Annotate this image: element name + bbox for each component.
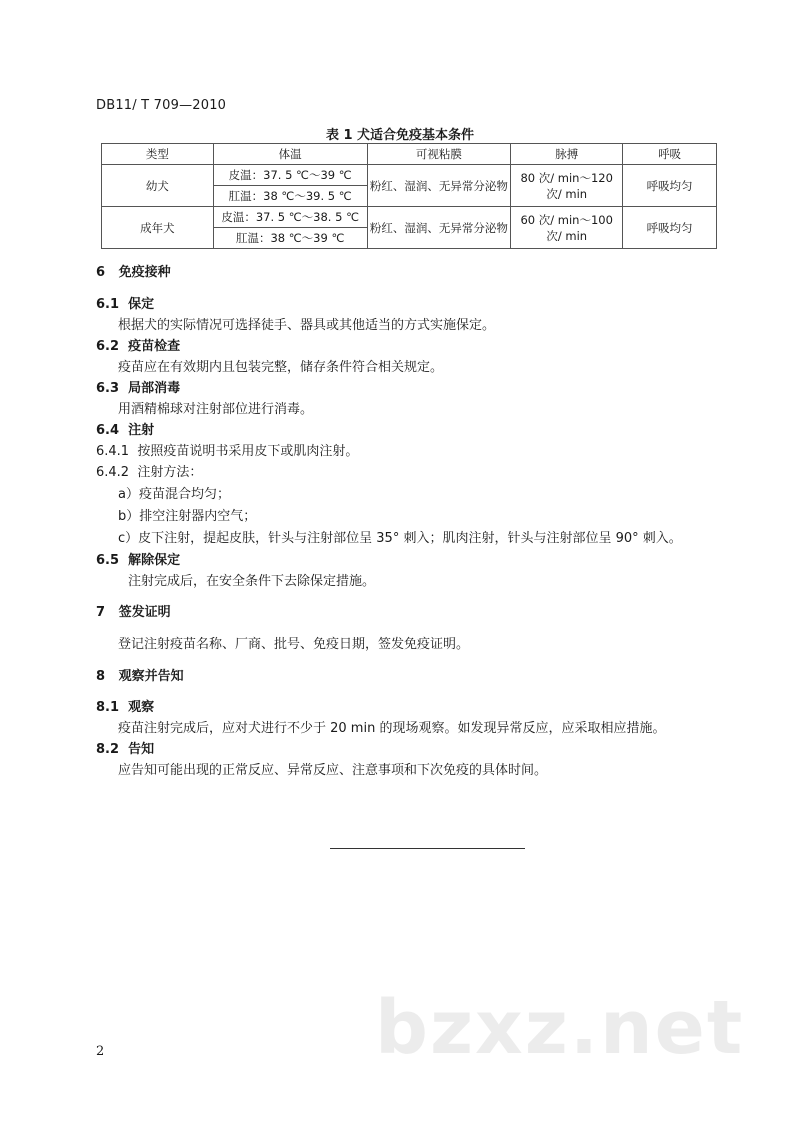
section-title: 局部消毒 — [128, 381, 181, 396]
header-breath: 呼吸 — [623, 144, 717, 165]
section-8-1-heading — [96, 699, 154, 717]
standard-id: DB11/ T 709—2010 — [96, 98, 227, 113]
section-7-heading — [96, 604, 171, 622]
section-6-heading — [96, 264, 171, 282]
section-8-2-heading — [96, 741, 154, 759]
section-6-4-2 — [96, 464, 202, 482]
immunization-conditions-table — [101, 143, 717, 249]
section-number: 8 — [96, 669, 106, 684]
section-title: 观察并告知 — [118, 669, 184, 684]
table-title: 表 1 犬适合免疫基本条件 — [325, 128, 475, 143]
section-6-2-heading — [96, 338, 180, 356]
watermark: bzxz.net — [375, 985, 745, 1071]
cell-pulse: 80 次/ min～120 次/ min — [511, 165, 623, 207]
section-8-1-text: 疫苗注射完成后，应对犬进行不少于 20 min 的现场观察。如发现异常反应，应采取相应措施。 — [118, 721, 666, 736]
list-item: a）疫苗混合均匀； — [118, 487, 230, 502]
header-temperature: 体温 — [213, 144, 367, 165]
section-6-5-text: 注射完成后，在安全条件下去除保定措施。 — [128, 574, 376, 589]
section-title: 注射 — [128, 423, 155, 438]
section-6-1-text: 根据犬的实际情况可选择徒手、器具或其他适当的方式实施保定。 — [118, 318, 496, 333]
cell-anal-temp: 肛温：38 ℃～39. 5 ℃ — [213, 186, 367, 207]
section-title: 保定 — [128, 297, 155, 312]
section-number: 7 — [96, 605, 106, 620]
section-6-4-heading — [96, 422, 154, 440]
cell-skin-temp: 皮温：37. 5 ℃～39 ℃ — [213, 165, 367, 186]
section-number: 8.2 — [96, 742, 120, 757]
cell-mucosa: 粉红、湿润、无异常分泌物 — [367, 207, 511, 249]
cell-breath: 呼吸均匀 — [623, 207, 717, 249]
header-pulse: 脉搏 — [511, 144, 623, 165]
table-row — [102, 165, 717, 186]
section-text: 按照疫苗说明书采用皮下或肌肉注射。 — [137, 444, 359, 459]
end-rule — [330, 848, 525, 849]
section-6-3-text: 用酒精棉球对注射部位进行消毒。 — [118, 402, 314, 417]
section-8-2-text: 应告知可能出现的正常反应、异常反应、注意事项和下次免疫的具体时间。 — [118, 763, 548, 778]
section-number: 6.3 — [96, 381, 120, 396]
list-item: b）排空注射器内空气； — [118, 509, 257, 524]
section-number: 6.5 — [96, 553, 120, 568]
cell-type: 成年犬 — [102, 207, 214, 249]
section-title: 签发证明 — [118, 605, 171, 620]
cell-skin-temp: 皮温：37. 5 ℃～38. 5 ℃ — [213, 207, 367, 228]
section-6-5-heading — [96, 552, 180, 570]
section-title: 免疫接种 — [118, 265, 171, 280]
section-8-heading — [96, 668, 184, 686]
section-6-3-heading — [96, 380, 180, 398]
cell-type: 幼犬 — [102, 165, 214, 207]
cell-breath: 呼吸均匀 — [623, 165, 717, 207]
section-number: 6.1 — [96, 297, 120, 312]
header-type: 类型 — [102, 144, 214, 165]
cell-mucosa: 粉红、湿润、无异常分泌物 — [367, 165, 511, 207]
section-number: 6.4 — [96, 423, 120, 438]
section-6-4-1 — [96, 443, 358, 461]
section-title: 告知 — [128, 742, 155, 757]
header-mucosa: 可视粘膜 — [367, 144, 511, 165]
section-number: 8.1 — [96, 700, 120, 715]
section-number: 6.2 — [96, 339, 120, 354]
cell-pulse: 60 次/ min～100 次/ min — [511, 207, 623, 249]
table-header-row — [102, 144, 717, 165]
section-6-1-heading — [96, 296, 154, 314]
list-item: c）皮下注射，提起皮肤，针头与注射部位呈 35° 刺入；肌肉注射，针头与注射部位呈 90° 刺入。 — [118, 531, 682, 546]
table-row — [102, 207, 717, 228]
section-title: 观察 — [128, 700, 155, 715]
section-number: 6 — [96, 265, 106, 280]
section-text: 注射方法： — [137, 465, 203, 480]
section-number: 6.4.1 — [96, 444, 130, 459]
section-title: 疫苗检查 — [128, 339, 181, 354]
page-number: 2 — [96, 1044, 105, 1059]
cell-anal-temp: 肛温：38 ℃～39 ℃ — [213, 228, 367, 249]
section-number: 6.4.2 — [96, 465, 130, 480]
section-7-text: 登记注射疫苗名称、厂商、批号、免疫日期，签发免疫证明。 — [118, 637, 470, 652]
section-6-2-text: 疫苗应在有效期内且包装完整，储存条件符合相关规定。 — [118, 360, 444, 375]
section-title: 解除保定 — [128, 553, 181, 568]
